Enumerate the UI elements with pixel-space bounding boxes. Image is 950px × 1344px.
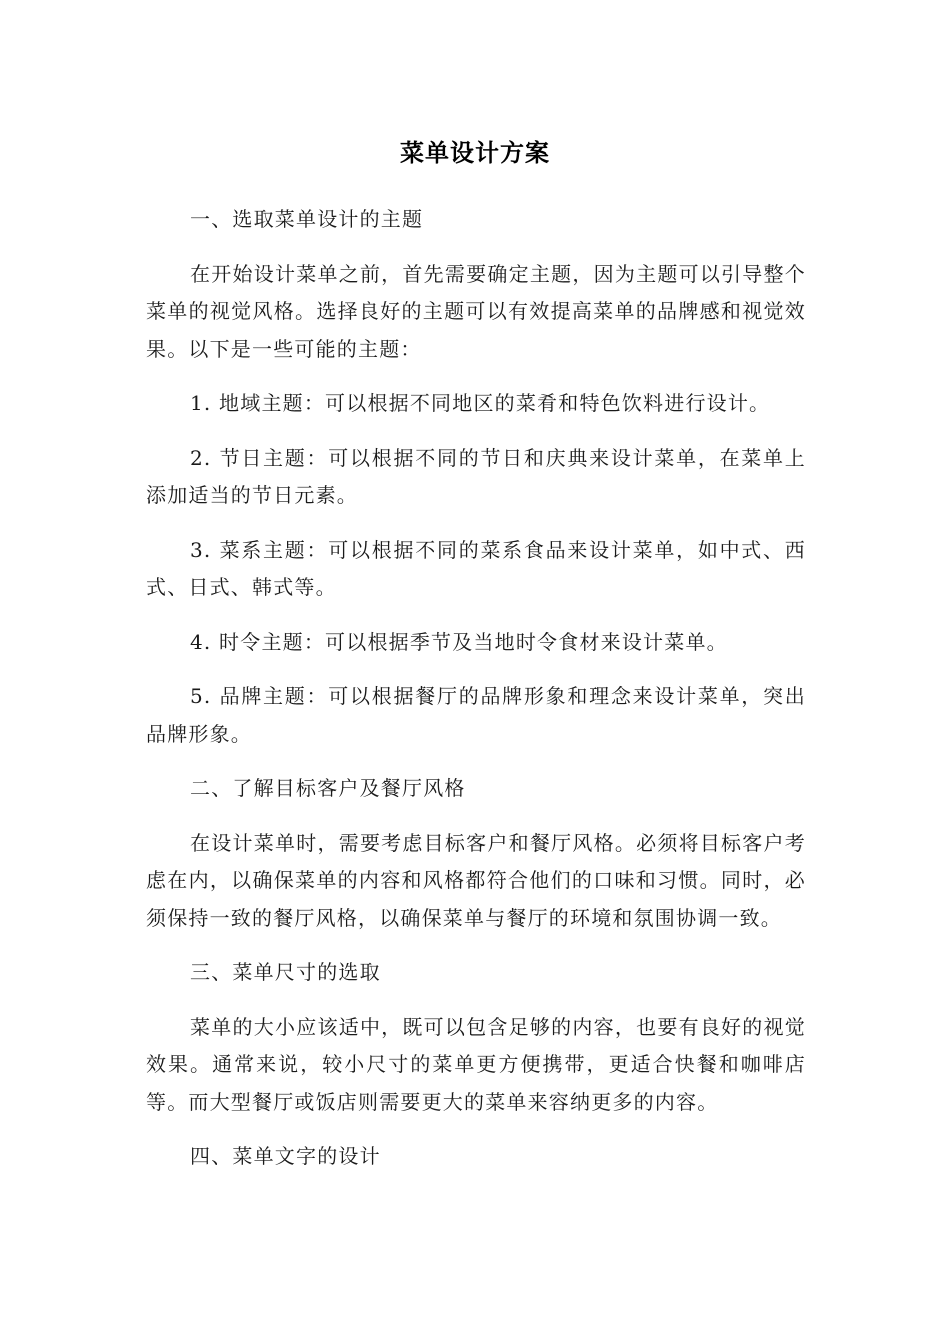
list-item: 4. 时令主题：可以根据季节及当地时令食材来设计菜单。 [190,629,728,654]
body-paragraph: 在开始设计菜单之前，首先需要确定主题，因为主题可以引导整个菜单的视觉风格。选择良好的主题可以有效提高菜单的品牌感和视觉效果。以下是一些可能的主题： [146,261,806,361]
document-body [146,201,806,1193]
section-heading: 三、菜单尺寸的选取 [190,960,381,984]
body-paragraph: 菜单的大小应该适中，既可以包含足够的内容，也要有良好的视觉效果。通常来说，较小尺寸的菜单更方便携带，更适合快餐和咖啡店等。而大型餐厅或饭店则需要更大的菜单来容纳更多的内容。 [146,1014,806,1114]
body-paragraph: 在设计菜单时，需要考虑目标客户和餐厅风格。必须将目标客户考虑在内，以确保菜单的内容和风格都符合他们的口味和习惯。同时，必须保持一致的餐厅风格，以确保菜单与餐厅的环境和氛围协调一致。 [146,830,806,930]
section-heading: 四、菜单文字的设计 [190,1144,381,1168]
section-heading: 二、了解目标客户及餐厅风格 [190,776,466,800]
list-item: 3. 菜系主题：可以根据不同的菜系食品来设计菜单，如中式、西式、日式、韩式等。 [146,537,806,599]
list-item: 2. 节日主题：可以根据不同的节日和庆典来设计菜单，在菜单上添加适当的节日元素。 [146,445,806,507]
list-item: 1. 地域主题：可以根据不同地区的菜肴和特色饮料进行设计。 [190,391,771,415]
section-heading: 一、选取菜单设计的主题 [190,207,424,231]
document-title: 菜单设计方案 [400,139,550,167]
list-item: 5. 品牌主题：可以根据餐厅的品牌形象和理念来设计菜单，突出品牌形象。 [146,684,806,746]
